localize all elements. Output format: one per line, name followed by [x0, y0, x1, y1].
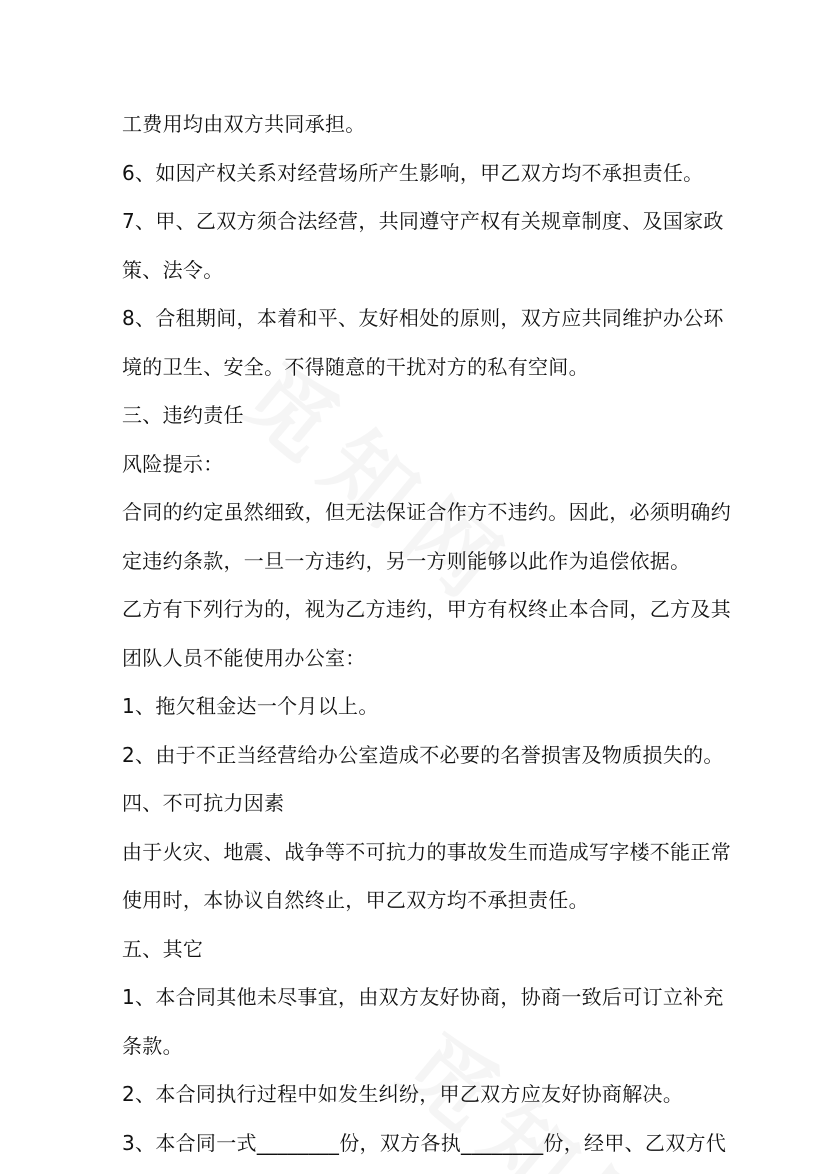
text-line: 乙方有下列行为的，视为乙方违约，甲方有权终止本合同，乙方及其	[122, 597, 731, 621]
text-line: 2、由于不正当经营给办公室造成不必要的名誉损害及物质损失的。	[122, 742, 724, 767]
text-line: 条款。	[122, 1033, 183, 1058]
text-line: 定违约条款，一旦一方违约，另一方则能够以此作为追偿依据。	[122, 548, 691, 573]
text-line: 1、本合同其他未尽事宜，由双方友好协商，协商一致后可订立补充	[122, 985, 724, 1009]
text-line: 境的卫生、安全。不得随意的干扰对方的私有空间。	[122, 354, 589, 379]
text-line: 1、拖欠租金达一个月以上。	[122, 694, 379, 718]
text-line: 7、甲、乙双方须合法经营，共同遵守产权有关规章制度、及国家政	[122, 209, 724, 233]
text-line: 团队人员不能使用办公室：	[122, 645, 366, 670]
text-line: 策、法令。	[122, 257, 224, 282]
text-line: 3、本合同一式________份，双方各执________份，经甲、乙双方代	[122, 1130, 727, 1155]
section-heading: 四、不可抗力因素	[122, 791, 285, 815]
text-line: 2、本合同执行过程中如发生纠纷，甲乙双方应友好协商解决。	[122, 1082, 684, 1106]
text-line: 6、如因产权关系对经营场所产生影响，甲乙双方均不承担责任。	[122, 160, 704, 185]
section-heading: 三、违约责任	[122, 403, 244, 427]
text-line: 合同的约定虽然细致，但无法保证合作方不违约。因此，必须明确约	[122, 500, 731, 524]
text-line: 使用时，本协议自然终止，甲乙双方均不承担责任。	[122, 888, 589, 912]
text-line: 由于火灾、地震、战争等不可抗力的事故发生而造成写字楼不能正常	[122, 839, 731, 864]
document-body	[122, 104, 731, 1171]
text-line: 风险提示：	[122, 451, 224, 476]
text-line: 工费用均由双方共同承担。	[122, 112, 366, 136]
section-heading: 五、其它	[122, 936, 204, 961]
text-line: 8、合租期间，本着和平、友好相处的原则，双方应共同维护办公环	[122, 306, 724, 330]
